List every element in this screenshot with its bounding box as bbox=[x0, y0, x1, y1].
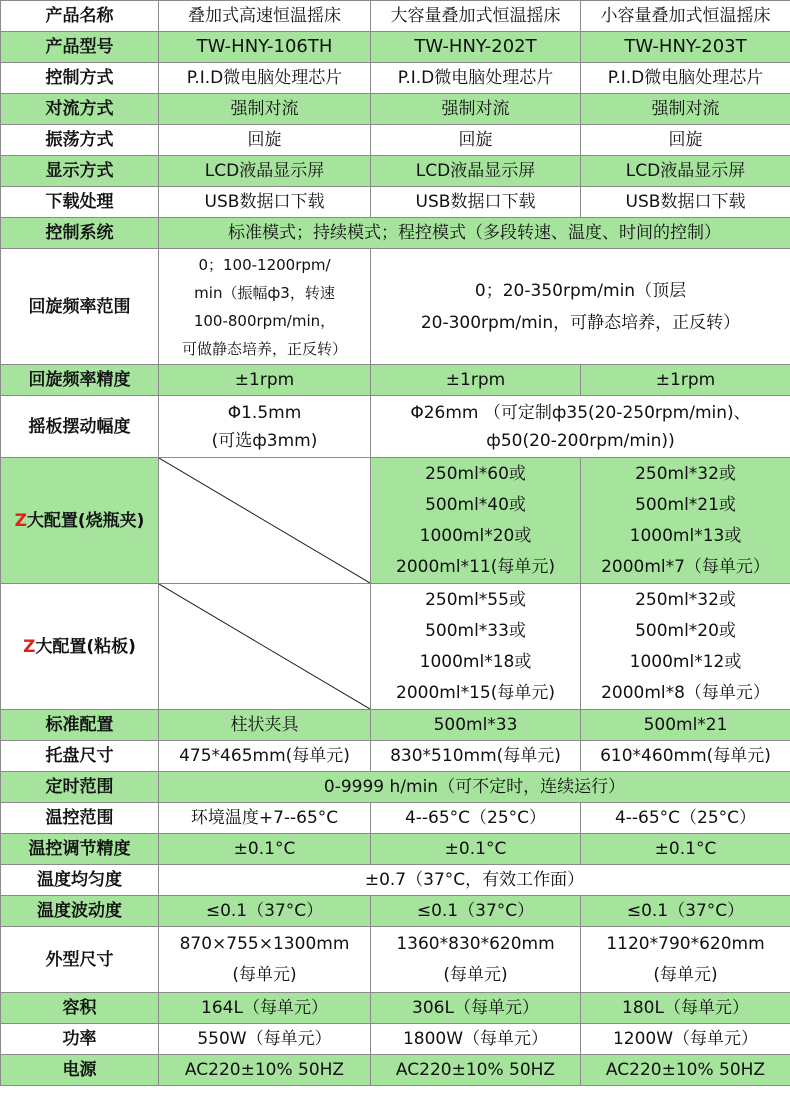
row-oscillation bbox=[1, 125, 790, 156]
row-label: 回旋频率范围 bbox=[1, 249, 159, 365]
row-download bbox=[1, 187, 790, 218]
row-label: 标准配置 bbox=[1, 710, 159, 741]
row-label: 回旋频率精度 bbox=[1, 365, 159, 396]
row-label: 产品名称 bbox=[1, 1, 159, 32]
row-label bbox=[1, 584, 159, 710]
value-cell: 强制对流 bbox=[581, 94, 790, 125]
value-cell: 强制对流 bbox=[159, 94, 371, 125]
row-label: 对流方式 bbox=[1, 94, 159, 125]
value-cell: 830*510mm(每单元) bbox=[371, 741, 581, 772]
row-convection bbox=[1, 94, 790, 125]
config-cell bbox=[581, 458, 790, 584]
text-line: 100-800rpm/min， bbox=[193, 311, 336, 330]
text-line: 250ml*32或 bbox=[635, 589, 736, 610]
text-line: 250ml*55或 bbox=[425, 589, 526, 610]
row-label: 控制方式 bbox=[1, 63, 159, 94]
row-label: 下载处理 bbox=[1, 187, 159, 218]
row-display bbox=[1, 156, 790, 187]
row-label: 温度均匀度 bbox=[1, 865, 159, 896]
speed-range-cell bbox=[159, 249, 371, 365]
config-cell bbox=[371, 584, 581, 710]
row-tray-size bbox=[1, 741, 790, 772]
row-label: 产品型号 bbox=[1, 32, 159, 63]
row-label: 托盘尺寸 bbox=[1, 741, 159, 772]
dimensions-cell bbox=[159, 927, 371, 993]
value-cell: 环境温度+7--65°C bbox=[159, 803, 371, 834]
value-cell: AC220±10% 50HZ bbox=[371, 1055, 581, 1086]
text-line: (每单元) bbox=[653, 964, 718, 985]
value-cell: 强制对流 bbox=[371, 94, 581, 125]
value-cell: P.I.D微电脑处理芯片 bbox=[371, 63, 581, 94]
dimensions-cell bbox=[371, 927, 581, 993]
row-max-sticky bbox=[1, 584, 790, 710]
text-line: 0；20-350rpm/min（顶层 bbox=[474, 280, 687, 301]
value-cell: 1200W（每单元） bbox=[581, 1024, 790, 1055]
value-cell: 4--65°C（25°C） bbox=[371, 803, 581, 834]
value-cell: 500ml*21 bbox=[581, 710, 790, 741]
value-cell: LCD液晶显示屏 bbox=[159, 156, 371, 187]
value-cell: 回旋 bbox=[371, 125, 581, 156]
text-line: 可做静态培养，正反转） bbox=[181, 339, 347, 358]
text-line: 1120*790*620mm bbox=[606, 933, 765, 954]
row-label: 温度波动度 bbox=[1, 896, 159, 927]
text-line: 500ml*21或 bbox=[635, 494, 736, 515]
value-cell: 500ml*33 bbox=[371, 710, 581, 741]
value-cell: 1800W（每单元） bbox=[371, 1024, 581, 1055]
text-line: (每单元) bbox=[443, 964, 508, 985]
value-cell: USB数据口下载 bbox=[581, 187, 790, 218]
row-label: 外型尺寸 bbox=[1, 927, 159, 993]
row-control-system bbox=[1, 218, 790, 249]
value-cell: 475*465mm(每单元) bbox=[159, 741, 371, 772]
value-cell: 164L（每单元） bbox=[159, 993, 371, 1024]
value-cell: AC220±10% 50HZ bbox=[581, 1055, 790, 1086]
model-cell: TW-HNY-203T bbox=[581, 32, 790, 63]
config-cell bbox=[371, 458, 581, 584]
model-cell: TW-HNY-106TH bbox=[159, 32, 371, 63]
diagonal-line bbox=[159, 584, 370, 709]
value-cell: P.I.D微电脑处理芯片 bbox=[159, 63, 371, 94]
row-power-supply bbox=[1, 1055, 790, 1086]
row-volume bbox=[1, 993, 790, 1024]
value-cell: ≤0.1（37°C） bbox=[371, 896, 581, 927]
row-label: 定时范围 bbox=[1, 772, 159, 803]
text-line: 1000ml*12或 bbox=[629, 651, 742, 672]
text-line: (可选ф3mm) bbox=[211, 430, 318, 451]
product-name-cell: 叠加式高速恒温摇床 bbox=[159, 1, 371, 32]
text-line: min（振幅ф3，转速 bbox=[194, 283, 335, 302]
row-temp-range bbox=[1, 803, 790, 834]
row-label-text: 大配置(烧瓶夹) bbox=[26, 510, 145, 531]
product-name-cell: 小容量叠加式恒温摇床 bbox=[581, 1, 790, 32]
value-cell: ±1rpm bbox=[371, 365, 581, 396]
product-name-cell: 大容量叠加式恒温摇床 bbox=[371, 1, 581, 32]
row-dimensions bbox=[1, 927, 790, 993]
text-line: 500ml*20或 bbox=[635, 620, 736, 641]
row-speed-accuracy bbox=[1, 365, 790, 396]
row-temp-uniformity bbox=[1, 865, 790, 896]
text-line: ф50(20-200rpm/min)) bbox=[486, 430, 675, 451]
row-control-mode bbox=[1, 63, 790, 94]
row-max-flask bbox=[1, 458, 790, 584]
row-product-name bbox=[1, 1, 790, 32]
text-line: 2000ml*8（每单元） bbox=[601, 682, 770, 703]
text-line: 0；100-1200rpm/ bbox=[198, 255, 331, 274]
text-line: 500ml*40或 bbox=[425, 494, 526, 515]
row-label: 功率 bbox=[1, 1024, 159, 1055]
text-line: Φ26mm （可定制ф35(20-250rpm/min)、 bbox=[410, 402, 751, 423]
value-cell: ±1rpm bbox=[581, 365, 790, 396]
speed-range-cell bbox=[371, 249, 790, 365]
value-cell: USB数据口下载 bbox=[371, 187, 581, 218]
value-cell: 回旋 bbox=[159, 125, 371, 156]
value-cell: ±0.1°C bbox=[581, 834, 790, 865]
text-line: 500ml*33或 bbox=[425, 620, 526, 641]
text-line: 1000ml*18或 bbox=[419, 651, 532, 672]
row-power bbox=[1, 1024, 790, 1055]
text-line: 2000ml*15(每单元) bbox=[396, 682, 555, 703]
value-cell: ±0.1°C bbox=[159, 834, 371, 865]
row-model bbox=[1, 32, 790, 63]
text-line: 1360*830*620mm bbox=[396, 933, 555, 954]
config-cell bbox=[581, 584, 790, 710]
row-timer bbox=[1, 772, 790, 803]
value-cell: 306L（每单元） bbox=[371, 993, 581, 1024]
value-cell: ±1rpm bbox=[159, 365, 371, 396]
value-cell: 180L（每单元） bbox=[581, 993, 790, 1024]
value-cell: 4--65°C（25°C） bbox=[581, 803, 790, 834]
value-cell: USB数据口下载 bbox=[159, 187, 371, 218]
value-cell: LCD液晶显示屏 bbox=[581, 156, 790, 187]
value-cell: 550W（每单元） bbox=[159, 1024, 371, 1055]
text-line: 870×755×1300mm bbox=[179, 933, 350, 954]
text-line: 20-300rpm/min，可静态培养，正反转） bbox=[420, 312, 741, 333]
row-label: 振荡方式 bbox=[1, 125, 159, 156]
value-cell: ±0.1°C bbox=[371, 834, 581, 865]
row-temp-fluctuation bbox=[1, 896, 790, 927]
row-label: 容积 bbox=[1, 993, 159, 1024]
row-label: 摇板摆动幅度 bbox=[1, 396, 159, 458]
text-line: (每单元) bbox=[232, 964, 297, 985]
text-line: Φ1.5mm bbox=[227, 402, 302, 423]
text-line: 250ml*32或 bbox=[635, 463, 736, 484]
text-line: 1000ml*13或 bbox=[629, 525, 742, 546]
value-cell: 0-9999 h/min（可不定时，连续运行） bbox=[159, 772, 790, 803]
amplitude-cell bbox=[159, 396, 371, 458]
amplitude-cell bbox=[371, 396, 790, 458]
row-label-text: 大配置(粘板) bbox=[35, 636, 136, 657]
dimensions-cell bbox=[581, 927, 790, 993]
value-cell: ≤0.1（37°C） bbox=[581, 896, 790, 927]
value-cell: 回旋 bbox=[581, 125, 790, 156]
value-cell: AC220±10% 50HZ bbox=[159, 1055, 371, 1086]
row-label: 电源 bbox=[1, 1055, 159, 1086]
text-line: 2000ml*7（每单元） bbox=[601, 556, 770, 577]
row-label: 温控范围 bbox=[1, 803, 159, 834]
value-cell: 标准模式；持续模式；程控模式（多段转速、温度、时间的控制） bbox=[159, 218, 790, 249]
diagonal-line bbox=[159, 458, 370, 583]
value-cell: P.I.D微电脑处理芯片 bbox=[581, 63, 790, 94]
value-cell: ≤0.1（37°C） bbox=[159, 896, 371, 927]
empty-diagonal-cell bbox=[159, 584, 371, 710]
row-label: 控制系统 bbox=[1, 218, 159, 249]
row-standard-config bbox=[1, 710, 790, 741]
row-speed-range bbox=[1, 249, 790, 365]
row-temp-accuracy bbox=[1, 834, 790, 865]
z-mark: Z bbox=[14, 510, 27, 531]
text-line: 2000ml*11(每单元) bbox=[396, 556, 555, 577]
empty-diagonal-cell bbox=[159, 458, 371, 584]
row-label bbox=[1, 458, 159, 584]
model-cell: TW-HNY-202T bbox=[371, 32, 581, 63]
row-label: 显示方式 bbox=[1, 156, 159, 187]
row-label: 温控调节精度 bbox=[1, 834, 159, 865]
z-mark: Z bbox=[23, 636, 36, 657]
value-cell: ±0.7（37°C，有效工作面） bbox=[159, 865, 790, 896]
value-cell: LCD液晶显示屏 bbox=[371, 156, 581, 187]
value-cell: 柱状夹具 bbox=[159, 710, 371, 741]
value-cell: 610*460mm(每单元) bbox=[581, 741, 790, 772]
text-line: 250ml*60或 bbox=[425, 463, 526, 484]
row-amplitude bbox=[1, 396, 790, 458]
text-line: 1000ml*20或 bbox=[419, 525, 532, 546]
